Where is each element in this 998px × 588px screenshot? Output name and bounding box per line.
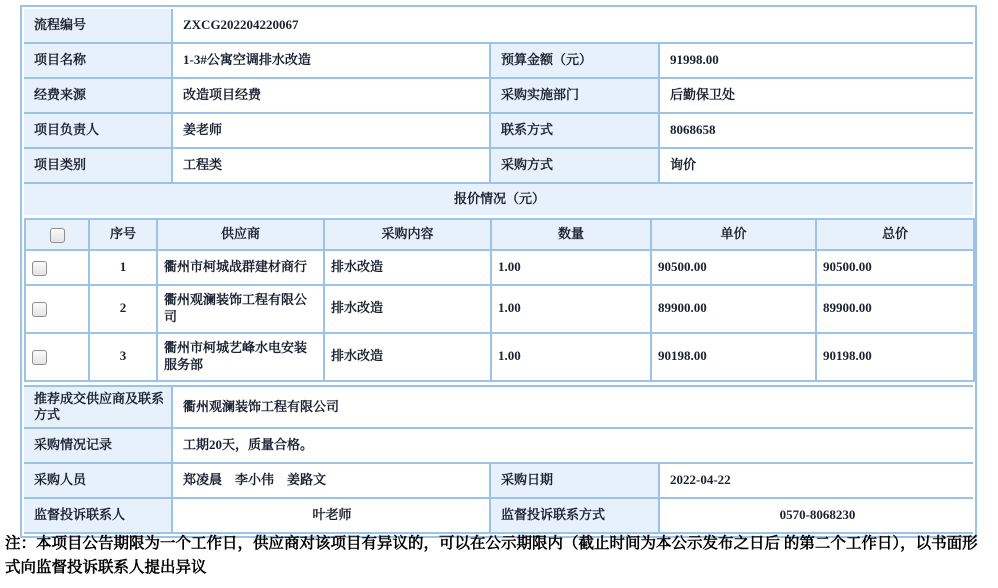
content-header: 采购内容 [324, 219, 491, 250]
complaint-phone-label: 监督投诉联系方式 [491, 499, 660, 534]
row-checkbox-cell [25, 250, 89, 285]
supplier-cell: 衢州观澜装饰工程有限公司 [157, 285, 324, 333]
row-checkbox[interactable] [32, 350, 47, 365]
complaint-contact-value: 叶老师 [173, 499, 491, 534]
purchase-method-value: 询价 [660, 149, 973, 184]
content-cell: 排水改造 [324, 333, 491, 381]
purchase-record-value: 工期20天，质量合格。 [173, 429, 973, 464]
project-leader-value: 姜老师 [173, 114, 491, 149]
purchase-staff-label: 采购人员 [24, 464, 173, 499]
total-price-header: 总价 [816, 219, 974, 250]
content-cell: 排水改造 [324, 285, 491, 333]
quote-section-title: 报价情况（元） [24, 184, 973, 215]
unit-price-cell: 90500.00 [651, 250, 816, 285]
table-row [25, 333, 974, 381]
qty-header: 数量 [491, 219, 651, 250]
fund-source-value: 改造项目经费 [173, 79, 491, 114]
complaint-phone-value: 0570-8068230 [660, 499, 973, 534]
supplier-cell: 衢州市柯城艺峰水电安装服务部 [157, 333, 324, 381]
contact-method-label: 联系方式 [491, 114, 660, 149]
row-checkbox[interactable] [32, 302, 47, 317]
table-row [25, 285, 974, 333]
project-info-section [24, 9, 973, 215]
supplier-cell: 衢州市柯城战群建材商行 [157, 250, 324, 285]
contact-method-value: 8068658 [660, 114, 973, 149]
budget-label: 预算金额（元） [491, 44, 660, 79]
row-checkbox-cell [25, 333, 89, 381]
total-price-cell: 90500.00 [816, 250, 974, 285]
project-name-value: 1-3#公寓空调排水改造 [173, 44, 491, 79]
unit-price-cell: 90198.00 [651, 333, 816, 381]
purchase-dept-value: 后勤保卫处 [660, 79, 973, 114]
footer-note: 注：本项目公告期限为一个工作日，供应商对该项目有异议的，可以在公示期限内（截止时间为本公示发布之日后 的第二个工作日），以书面形式向监督投诉联系人提出异议 [5, 535, 978, 577]
unit-price-cell: 89900.00 [651, 285, 816, 333]
total-price-cell: 89900.00 [816, 285, 974, 333]
project-type-value: 工程类 [173, 149, 491, 184]
qty-cell: 1.00 [491, 285, 651, 333]
total-price-cell: 90198.00 [816, 333, 974, 381]
fund-source-label: 经费来源 [24, 79, 173, 114]
flow-number-label: 流程编号 [24, 9, 173, 44]
purchase-dept-label: 采购实施部门 [491, 79, 660, 114]
purchase-date-value: 2022-04-22 [660, 464, 973, 499]
content-cell: 排水改造 [324, 250, 491, 285]
seq-cell: 3 [89, 333, 157, 381]
row-checkbox-cell [25, 285, 89, 333]
purchase-method-label: 采购方式 [491, 149, 660, 184]
procurement-announcement-form [20, 5, 977, 538]
unit-price-header: 单价 [651, 219, 816, 250]
quotation-header-row [25, 219, 974, 250]
quotation-table [24, 218, 975, 382]
supplier-header: 供应商 [157, 219, 324, 250]
row-checkbox[interactable] [32, 261, 47, 276]
project-type-label: 项目类别 [24, 149, 173, 184]
flow-number-value: ZXCG202204220067 [173, 9, 973, 44]
purchase-record-label: 采购情况记录 [24, 429, 173, 464]
qty-cell: 1.00 [491, 333, 651, 381]
project-name-label: 项目名称 [24, 44, 173, 79]
table-row [25, 250, 974, 285]
recommend-supplier-label: 推荐成交供应商及联系方式 [24, 387, 173, 430]
project-leader-label: 项目负责人 [24, 114, 173, 149]
budget-value: 91998.00 [660, 44, 973, 79]
select-all-checkbox[interactable] [50, 228, 65, 243]
summary-section [24, 385, 973, 535]
purchase-date-label: 采购日期 [491, 464, 660, 499]
seq-header: 序号 [89, 219, 157, 250]
complaint-contact-label: 监督投诉联系人 [24, 499, 173, 534]
seq-cell: 1 [89, 250, 157, 285]
select-all-cell [25, 219, 89, 250]
recommend-supplier-value: 衢州观澜装饰工程有限公司 [173, 387, 973, 430]
qty-cell: 1.00 [491, 250, 651, 285]
seq-cell: 2 [89, 285, 157, 333]
purchase-staff-value: 郑凌晨 李小伟 姜路文 [173, 464, 491, 499]
